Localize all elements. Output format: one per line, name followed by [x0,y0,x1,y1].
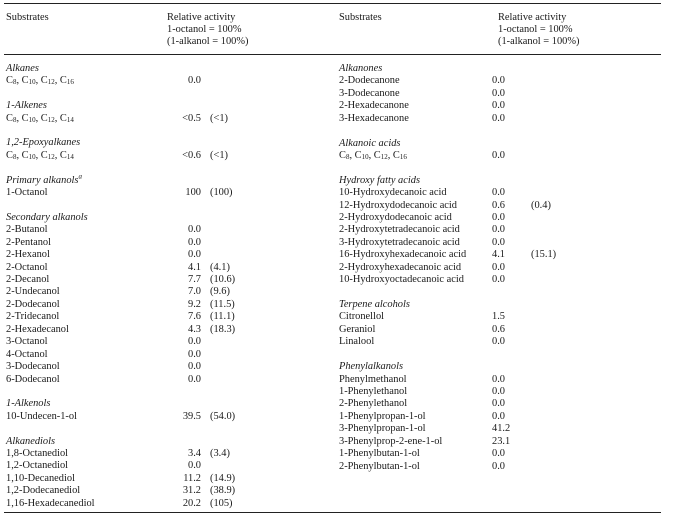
table-row [339,88,669,100]
activity-alkanol: (10.6) [210,274,236,286]
activity-octanol: 0.0 [188,249,201,261]
activity-octanol: 41.2 [492,423,511,435]
substrate-name: 16-Hydroxyhexadecanoic acid [339,249,467,261]
substrate-name: 3-Dodecanone [339,87,400,99]
table-row [6,224,326,236]
substrate-name: 10-Undecen-1-ol [6,410,77,422]
table-row [339,262,669,274]
activity-octanol: 0.0 [492,87,505,99]
activity-octanol: <0.6 [182,149,201,161]
substrate-name: 2-Decanol [6,274,50,286]
activity-octanol: 0.0 [492,261,505,273]
header-activity-label: Relative activity [167,12,236,23]
substrate-name: 6-Dodecanol [6,373,60,385]
substrate-name: 12-Hydroxydodecanoic acid [339,199,458,211]
activity-alkanol: (3.4) [210,447,230,459]
header-substrates: Substrates [6,12,49,23]
table-row [6,349,326,361]
table-row [339,212,669,224]
header-activity-label: Relative activity [498,12,567,23]
substrate-name: 1-Phenylethanol [339,385,408,397]
table-row [6,411,326,423]
table-row [6,485,326,497]
group-title: 1,2-Epoxyalkanes [6,137,81,149]
substrate-group [6,172,326,200]
substrate-name: 10-Hydroxydecanoic acid [339,187,447,199]
substrate-group [6,436,326,511]
substrate-name: 1,2-Octanediol [6,460,69,472]
group-title: Alkanes [6,63,39,74]
activity-octanol: 0.0 [188,361,201,373]
substrate-group [6,212,326,386]
substrate-name: 3-Dodecanol [6,361,60,373]
substrate-group [6,137,326,162]
activity-octanol: 100 [185,187,201,199]
table-row [339,461,669,473]
substrate-name: 1-Phenylpropan-1-ol [339,410,426,422]
activity-octanol: 0.0 [188,336,201,348]
group-title: Alkanoic acids [339,137,401,149]
substrate-name: 3-Phenylprop-2-ene-1-ol [339,435,443,447]
activity-octanol: 0.0 [188,236,201,248]
table-top-rule [4,3,661,4]
activity-octanol: 0.6 [492,199,505,211]
substrate-name: $C_8$, $C_{10}$, $C_{12}$, $C_{16}$ [339,149,407,161]
table-row [6,460,326,472]
activity-octanol: 0.6 [492,323,505,335]
activity-alkanol: (<1) [210,112,228,124]
activity-octanol: 4.1 [492,249,505,261]
header-relative-activity [498,12,579,49]
activity-octanol: 11.2 [183,472,201,484]
substrate-name: 2-Dodecanone [339,75,400,87]
substrate-group [339,299,669,349]
substrate-name: $C_8$, $C_{10}$, $C_{12}$, $C_{14}$ [6,112,74,124]
substrate-group [6,100,326,125]
substrate-name: 1-Phenylbutan-1-ol [339,448,420,460]
activity-octanol: <0.5 [182,112,201,124]
activity-octanol: 7.0 [188,286,201,298]
table-row [6,274,326,286]
table-row [339,113,669,125]
activity-octanol: 7.7 [188,274,201,286]
activity-octanol: 0.0 [492,410,505,422]
activity-octanol: 7.6 [188,311,201,323]
activity-alkanol: (14.9) [210,472,236,484]
substrate-group [339,138,669,163]
substrate-name: 2-Tridecanol [6,311,60,323]
table-row [339,249,669,261]
table-row [339,200,669,212]
table-row [6,324,326,336]
table-row [6,150,326,162]
activity-octanol: 0.0 [492,385,505,397]
activity-octanol: 0.0 [492,75,505,87]
substrate-name: 1,2-Dodecanediol [6,485,81,497]
header-activity-ref2: (1-alkanol = 100%) [498,36,580,48]
table-row [6,448,326,460]
substrate-name: 2-Butanol [6,224,48,236]
activity-alkanol: (100) [210,187,233,199]
substrate-name: 1,16-Hexadecanediol [6,497,95,509]
substrate-name: Linalool [339,336,375,348]
activity-octanol: 0.0 [492,236,505,248]
table-row [6,113,326,125]
substrate-name: 2-Phenylbutan-1-ol [339,460,420,472]
activity-octanol: 9.2 [188,298,201,310]
activity-octanol: 4.3 [188,323,201,335]
substrate-name: 1,10-Decanediol [6,472,75,484]
activity-octanol: 0.0 [492,373,505,385]
activity-octanol: 3.4 [188,447,201,459]
group-title: Terpene alcohols [339,299,410,311]
activity-alkanol: (11.5) [210,298,235,310]
table-row [339,274,669,286]
activity-octanol: 0.0 [492,100,505,112]
activity-octanol: 0.0 [188,224,201,236]
table-row [339,436,669,448]
table-row [339,386,669,398]
group-title: 1-Alkenols [6,398,51,410]
activity-octanol: 0.0 [492,460,505,472]
table-row [6,336,326,348]
substrate-name: 3-Hexadecanone [339,112,409,124]
activity-alkanol: (9.6) [210,286,230,298]
substrate-name: 2-Octanol [6,261,48,273]
header-substrates: Substrates [339,12,382,23]
table-row [6,299,326,311]
activity-octanol: 1.5 [492,311,505,323]
substrate-name: 2-Pentanol [6,236,52,248]
table-row [339,398,669,410]
group-title: Alkanones [339,63,383,74]
header-relative-activity [167,12,248,49]
table-row [339,187,669,199]
table-row [6,286,326,298]
table-row [6,311,326,323]
table-row [6,498,326,510]
activity-alkanol: (105) [210,497,233,509]
table-row [6,187,326,199]
substrate-name: 2-Hexanol [6,249,50,261]
activity-octanol: 20.2 [182,497,201,509]
activity-alkanol: (38.9) [210,485,236,497]
activity-alkanol: (15.1) [531,249,557,261]
substrate-name: 2-Undecanol [6,286,60,298]
left-body [6,63,326,523]
table-row [6,374,326,386]
table-row [6,361,326,373]
activity-alkanol: (4.1) [210,261,230,273]
activity-octanol: 0.0 [492,448,505,460]
substrate-group [6,398,326,423]
activity-octanol: 0.0 [492,112,505,124]
table-row [6,249,326,261]
table-row [339,423,669,435]
substrate-name: 2-Phenylethanol [339,398,408,410]
substrate-name: 2-Hydroxyhexadecanoic acid [339,261,462,273]
activity-octanol: 0.0 [492,149,505,161]
substrate-name: 2-Hydroxytetradecanoic acid [339,224,460,236]
table-row [6,75,326,87]
substrate-name: $C_8$, $C_{10}$, $C_{12}$, $C_{16}$ [6,75,74,87]
activity-alkanol: (18.3) [210,323,236,335]
activity-octanol: 0.0 [188,348,201,360]
substrate-group [339,175,669,287]
substrate-name: 2-Dodecanol [6,298,60,310]
activity-octanol: 0.0 [188,373,201,385]
table-row [339,224,669,236]
header-activity-ref1: 1-octanol = 100% [167,24,242,36]
activity-octanol: 0.0 [188,75,201,87]
substrate-name: 2-Hexadecanol [6,323,69,335]
activity-alkanol: (<1) [210,149,228,161]
table-header-rule [4,54,661,55]
substrate-name: Phenylmethanol [339,373,407,385]
table-row [339,311,669,323]
group-title: Primary alkanols$^a$ [6,172,82,186]
substrate-name: 3-Hydroxytetradecanoic acid [339,236,460,248]
table-row [339,374,669,386]
substrate-group [339,63,669,125]
group-title: Phenylalkanols [339,361,404,373]
activity-octanol: 31.2 [182,485,201,497]
substrate-name: Geraniol [339,323,376,335]
substrate-name: 2-Hydroxydodecanoic acid [339,212,452,224]
substrate-name: 3-Octanol [6,336,48,348]
activity-octanol: 0.0 [492,398,505,410]
group-title: 1-Alkenes [6,100,47,112]
header-activity-ref1: 1-octanol = 100% [498,24,573,36]
substrate-group [6,63,326,88]
right-body [339,63,669,485]
activity-octanol: 0.0 [492,274,505,286]
substrate-name: 10-Hydroxyoctadecanoic acid [339,274,464,286]
activity-alkanol: (54.0) [210,410,236,422]
substrate-name: 2-Hexadecanone [339,100,409,112]
table-row [339,150,669,162]
table-row [6,237,326,249]
activity-octanol: 4.1 [188,261,201,273]
substrate-name: 1,8-Octanediol [6,447,69,459]
table-row [339,237,669,249]
footnote-marker: a [78,172,82,181]
table-row [339,411,669,423]
activity-octanol: 23.1 [492,435,511,447]
substrate-group [339,361,669,473]
activity-octanol: 0.0 [492,187,505,199]
activity-octanol: 0.0 [492,336,505,348]
header-activity-ref2: (1-alkanol = 100%) [167,36,249,48]
activity-octanol: 39.5 [182,410,201,422]
group-title: Secondary alkanols [6,211,88,223]
table-row [6,262,326,274]
table-row [339,336,669,348]
activity-alkanol: (0.4) [531,199,551,211]
table-row [339,100,669,112]
activity-octanol: 0.0 [188,460,201,472]
substrate-name: 4-Octanol [6,348,48,360]
substrate-name: 3-Phenylpropan-1-ol [339,423,426,435]
table-row [339,448,669,460]
group-title: Hydroxy fatty acids [339,174,420,186]
group-title: Alkanediols [6,435,56,447]
substrate-name: $C_8$, $C_{10}$, $C_{12}$, $C_{14}$ [6,149,74,161]
table-row [339,324,669,336]
substrate-name: 1-Octanol [6,187,48,199]
activity-alkanol: (11.1) [210,311,235,323]
substrate-name: Citronellol [339,311,385,323]
table-row [6,473,326,485]
table-row [339,75,669,87]
activity-octanol: 0.0 [492,212,505,224]
activity-octanol: 0.0 [492,224,505,236]
